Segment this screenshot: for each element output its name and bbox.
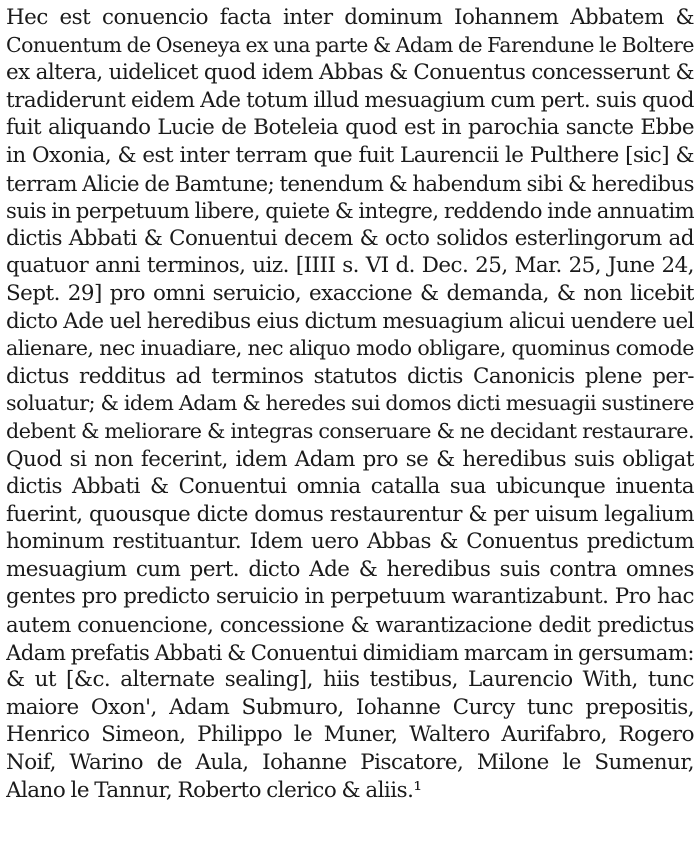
text-line-14: dictus redditus ad terminos statutos dictis Canonicis plene per-	[6, 363, 694, 389]
text-line-16: debent & meliorare & integras conseruare & ne decidant restaurare.	[6, 418, 694, 443]
text-line-9: dictis Abbati & Conuentui decem & octo solidos esterlingorum ad	[6, 225, 694, 251]
text-line-24: Adam prefatis Abbati & Conuentui dimidiam marcam in gersumam:	[6, 639, 694, 665]
text-line-7: terram Alicie de Bamtune; tenendum & habendum sibi & heredibus	[6, 170, 694, 196]
text-line-22: gentes pro predicto seruicio in perpetuum warantizabunt. Pro hac	[6, 584, 694, 610]
text-line-26: maiore Oxon', Adam Submuro, Iohanne Curcy tunc prepositis,	[6, 694, 694, 720]
text-line-21: mesuagium cum pert. dicto Ade & heredibus suis contra omnes	[6, 556, 694, 582]
charter-text	[6, 4, 694, 804]
text-line-2: Conuentum de Oseneya ex una parte & Adam de Farendune le Boltere	[6, 32, 694, 57]
text-line-8: suis in perpetuum libere, quiete & integre, reddendo inde annuatim	[6, 198, 694, 224]
text-line-18: dictis Abbati & Conuentui omnia catalla sua ubicunque inuenta	[6, 474, 694, 500]
text-line-13: alienare, nec inuadiare, nec aliquo modo obligare, quominus comode	[6, 336, 694, 361]
text-line-5: fuit aliquando Lucie de Boteleia quod est in parochia sancte Ebbe	[6, 115, 694, 141]
text-line-12: dicto Ade uel heredibus eius dictum mesuagium alicui uendere uel	[6, 308, 694, 334]
text-line-4: tradiderunt eidem Ade totum illud mesuagium cum pert. suis quod	[6, 87, 694, 113]
text-line-19: fuerint, quousque dicte domus restaurentur & per uisum legalium	[6, 501, 694, 527]
text-line-10: quatuor anni terminos, uiz. [IIII s. VI d. Dec. 25, Mar. 25, June 24,	[6, 253, 694, 279]
text-line-6: in Oxonia, & est inter terram que fuit Laurencii le Pulthere [sic] &	[6, 142, 694, 168]
text-line-17: Quod si non fecerint, idem Adam pro se & heredibus suis obligat	[6, 446, 694, 472]
text-line-29: Alano le Tannur, Roberto clerico & aliis.¹	[6, 777, 422, 803]
text-line-15: soluatur; & idem Adam & heredes sui domos dicti mesuagii sustinere	[6, 391, 694, 416]
text-line-25: & ut [&c. alternate sealing], hiis testibus, Laurencio With, tunc	[6, 667, 694, 693]
text-line-1: Hec est conuencio facta inter dominum Iohannem Abbatem &	[6, 5, 694, 30]
text-line-11: Sept. 29] pro omni seruicio, exaccione & demanda, & non licebit	[6, 280, 694, 306]
text-line-28: Noif, Warino de Aula, Iohanne Piscatore, Milone le Sumenur,	[6, 750, 694, 776]
text-line-3: ex altera, uidelicet quod idem Abbas & Conuentus concesserunt &	[6, 60, 694, 86]
text-line-23: autem conuencione, concessione & warantizacione dedit predictus	[6, 612, 694, 638]
text-line-20: hominum restituantur. Idem uero Abbas & Conuentus predictum	[6, 529, 694, 555]
text-line-27: Henrico Simeon, Philippo le Muner, Waltero Aurifabro, Rogero	[6, 722, 694, 748]
